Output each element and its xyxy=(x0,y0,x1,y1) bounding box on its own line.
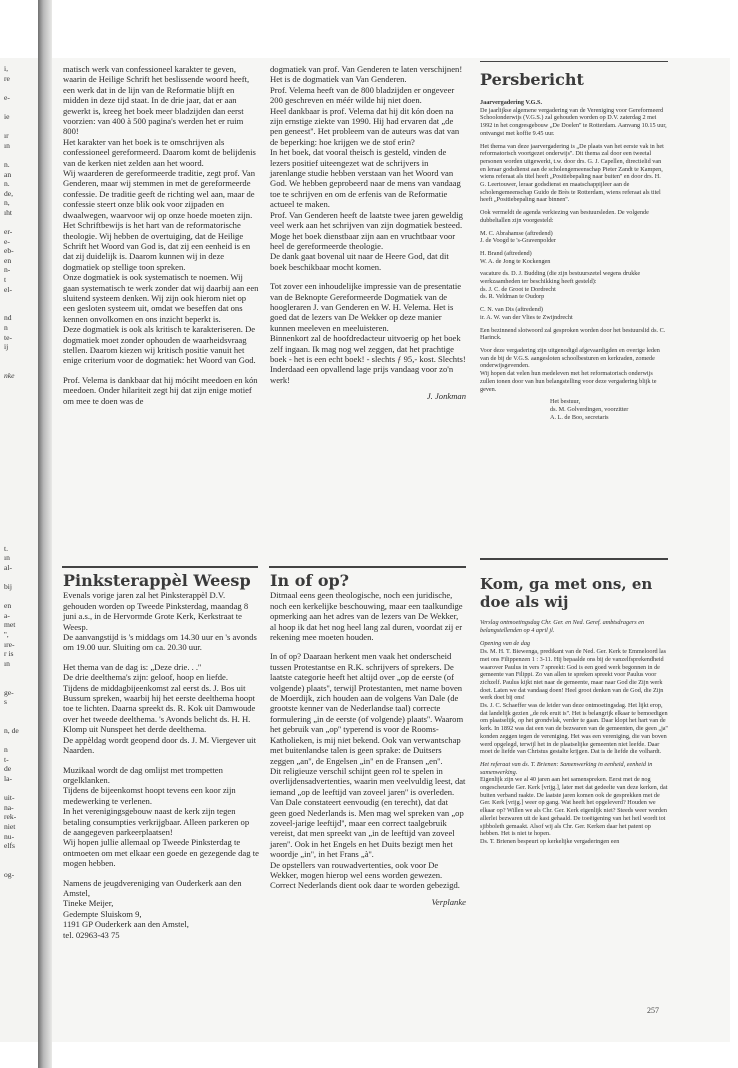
book-spine xyxy=(38,0,52,1068)
pinkster-rule xyxy=(62,566,258,568)
persbericht-p4: M. C. Abrahamse (aftredend) J. de Voogd te 's-Gravenpolder xyxy=(480,229,556,245)
pinkster-p4: Namens de jeugdvereniging van Ouderkerk aan den Amstel, Tineke Meijer, Gedempte Sluiskom 9, 1191 GP Ouderkerk aan den Amstel, tel. 02963-43 75 xyxy=(63,877,242,940)
fragment-line: n, de xyxy=(4,725,19,735)
fragment-line: bij xyxy=(4,582,13,592)
persbericht-body xyxy=(480,99,668,421)
fragment-line xyxy=(4,668,36,678)
fragment-line: n xyxy=(4,745,8,755)
fragment-line xyxy=(4,716,36,726)
fragment-line xyxy=(4,736,36,746)
fragment-line: e- xyxy=(4,236,10,246)
persbericht-p1: De jaarlijkse algemene vergadering van de Vereniging voor Gereformeerd Schoolonderwijs (V.G.S.) zal gehouden worden op D.V. zaterdag 2 mei 1992 in het congresgebouw „De Doelen'' te Rotterdam. Aanvang 10.15 uur, ontvangst met koffie 9.45 uur. xyxy=(480,106,667,137)
persbericht-p9: Voor deze vergadering zijn uitgenodigd afgevaardigden en overige leden van de bij de V.G.S. aangesloten schoolbesturen en kerkraden, zomede onderwijsgevenden. Wij hopen dat velen hun medeleven met het reformatorisch onderwijs zullen tonen door van hun belangstelling voor deze vergadering blijk te geven. xyxy=(480,346,660,393)
fragment-line: e- xyxy=(4,92,10,102)
fragment-line xyxy=(4,304,36,314)
persbericht-p8: Een bezinnend slotwoord zal gesproken worden door het bestuurslid ds. C. Harinck. xyxy=(480,326,666,342)
kom-text-2: Eigenlijk zijn we al 40 jaren aan het samenspreken. Eerst met de nog ongescheurde Ger. Kerk [vrijg.], later met dat gedeelte van deze kerken, dat buiten verband raakte. De laatste jaren komen ook de gesprekken met de Ger. Kerk [vrijg.] weer op gang. Wat heeft het opgeleverd? Houden we elkaar op? Willen we als Chr. Ger. Kerk eigenlijk niet? Steeds weer worden allerlei bezwaren uit de kast gehaald. De toeëigening van het heil wordt tot sjibboleth gemaakt. Alsof wij als Chr. Ger. Kerken daar het patent op hebben. Het is niet te hopen. Ds. T. Brienen bespeurt op kerkelijke vergaderingen een xyxy=(480,776,668,845)
page-number: 257 xyxy=(647,1006,659,1015)
col1-text-end: Prof. Velema is dankbaar dat hij móciht meedoen en kón meedoen. Onder hilariteit zegt hij dat zijn enige motief om mee te doen was de xyxy=(63,374,258,406)
fragment-line: s xyxy=(4,697,7,707)
kom-article xyxy=(480,575,668,846)
fragment-line xyxy=(4,572,36,582)
kom-heading-2: Het referaat van ds. T. Brienen: Samenwerking in eenheid, eenheid in samenwerking. xyxy=(480,760,653,776)
fragment-line: en xyxy=(4,601,12,611)
fragment-line xyxy=(4,515,36,525)
fragment-line xyxy=(4,784,36,794)
fragment-line: ie xyxy=(4,111,10,121)
kom-intro: Verslag ontmoetingsdag Chr. Ger. en Ned. Geref. ambtsdragers en belangstellenden op 4 april jl. xyxy=(480,619,645,634)
fragment-line xyxy=(4,467,36,477)
fragment-line: el- xyxy=(4,284,13,294)
fragment-line: n. xyxy=(4,159,10,169)
inop-article xyxy=(270,571,466,907)
fragment-line: nd xyxy=(4,313,12,323)
fragment-line xyxy=(4,150,36,160)
fragment-line xyxy=(4,438,36,448)
fragment-line: en xyxy=(4,255,12,265)
pinkster-title: Pinksterappèl Weesp xyxy=(63,571,251,590)
fragment-line xyxy=(4,496,36,506)
fragment-line xyxy=(4,83,36,93)
fragment-line xyxy=(4,477,36,487)
inop-rule xyxy=(269,566,466,568)
pinkster-p1: Evenals vorige jaren zal het Pinksterappèl D.V. gehouden worden op Tweede Pinksterdag, maandag 8 juni a.s., in de Hervormde Grote Kerk, Kerkstraat te Weesp. De aanvangstijd is 's middags om 14.30 uur en 's avonds om 19.00 uur. Sluiting om ca. 20.30 uur. xyxy=(63,590,257,653)
fragment-line: n. xyxy=(4,179,10,189)
fragment-line: ın xyxy=(4,140,10,150)
fragment-line: eb- xyxy=(4,246,14,256)
col1-text: matisch werk van confessioneel karakter te geven, waarin de Heilige Schrift het beslissende woord heeft, een werk dat in de lijn van de Reformatie blijft en midden in deze tijd staat. In de drie jaar, dat er aan gewerkt is, kreeg het boek meer bladzijden dan eerst voorzien: van 400 à 500 pagina's werden het er ruim 800! Het karakter van het boek is te omschrijven als confessioneel gereformeerd. Daarom komt de belijdenis van de kerken niet zelden aan het woord. Wij waarderen de gereformeerde traditie, zegt prof. Van Genderen, maar wij stemmen in met de gereformeerde confessie. De traditie geeft de richting wel aan, maar de confessie steert onze blik ook voor zijpaden en dwaalwegen, waarvoor wij op onze hoede moeten zijn. Het Schriftbewijs is het hart van de reformatorische theologie. Wij hebben de overtuiging, dat de Heilige Schrift het Woord van God is, dat zij een eenheid is en dat zij duidelijk is. Daarom kunnen wij in deze dogmatiek op stellige toon spreken. Onze dogmatiek is ook systematisch te noemen. Wij gaan systematisch te werk zonder dat wij daarbij aan een sluitend systeem denken. Wij zijn ook hierom niet op een gesloten systeem uit, omdat we beseffen dat ons kennen onvolkomen en ons inzicht beperkt is. Deze dogmatiek is ook als kritisch te karakteriseren. De dogmatiek moet zonder ophouden de waarheidsvraag stellen. Daarom kiezen wij kritisch positie vanuit het enige criterium voor de dogmatiek: het Woord van God. xyxy=(63,64,259,366)
fragment-line: nke xyxy=(4,371,15,380)
fragment-line: n, xyxy=(4,198,10,208)
fragment-line xyxy=(4,448,36,458)
persbericht-p7: C. N. van Dis (aftredend) ir. A. W. van der Vlies te Zwijndrecht xyxy=(480,306,573,321)
fragment-line xyxy=(4,457,36,467)
persbericht-article xyxy=(480,64,668,421)
fragment-line xyxy=(4,429,36,439)
persbericht-signoff: Het bestuur, ds. M. Golverdingen, voorzitter A. L. de Boo, secretaris xyxy=(550,398,629,421)
fragment-line: ij xyxy=(4,342,9,352)
fragment-line xyxy=(4,419,36,429)
fragment-line xyxy=(4,400,36,410)
fragment-line: ıre- xyxy=(4,639,15,649)
fragment-line: de, xyxy=(4,188,14,198)
kom-heading-1: Opening van de dag xyxy=(480,640,531,648)
fragment-line: te- xyxy=(4,332,13,342)
fragment-line: ge- xyxy=(4,687,14,697)
persbericht-p5: H. Brand (aftredend) W. A. de Jong te Kockengen xyxy=(480,249,551,265)
fragment-line xyxy=(4,592,36,602)
fragment-line xyxy=(4,409,36,419)
pinkster-p3: Muzikaal wordt de dag omlijst met trompetten orgelklanken. Tijdens de bijeenkomst hoopt tevens een koor zijn medewerking te verlenen. In het verenigingsgebouw naast de kerk zijn tegen betaling consumpties verkrijgbaar. Alleen parkeren op de aangegeven parkeerplaatsen! Wij hopen jullie allemaal op Tweede Pinksterdag te ontmoeten om met elkaar een goede en gezegende dag te mogen hebben. xyxy=(63,764,259,869)
fragment-line xyxy=(4,678,36,688)
fragment-line: re xyxy=(4,73,10,83)
persbericht-subhead: Jaarvergadering V.G.S. xyxy=(480,99,542,106)
fragment-line: uit- xyxy=(4,793,15,803)
fragment-line xyxy=(4,218,36,228)
fragment-line: elfs xyxy=(4,841,15,851)
kom-rule xyxy=(480,558,668,560)
fragment-line: de xyxy=(4,764,12,774)
fragment-line xyxy=(4,525,36,535)
verplanke-signature: Verplanke xyxy=(431,896,466,907)
fragment-line: t xyxy=(4,275,7,285)
fragment-line: n- xyxy=(4,265,11,275)
inop-title: In of op? xyxy=(270,571,350,590)
fragment-line xyxy=(4,534,36,544)
fragment-line: '', xyxy=(4,630,9,640)
fragment-line xyxy=(4,851,36,861)
pinkster-p2: Het thema van de dag is: „Deze drie. . .'' De drie deelthema's zijn: geloof, hoop en liefde. Tijdens de middagbijeenkomst zal eerst ds. J. Bos uit Bussum spreken, waarbij hij het eerste deelthema hoopt toe te lichten. Daarna spreekt ds. R. Kok uit Damwoude over het tweede deelthema. 's Avonds belicht ds. H. H. Klomp uit Nunspeet het derde deelthema. De appèldag wordt geopend door ds. J. M. Viergever uit Naarden. xyxy=(63,661,256,756)
persbericht-p6: vacature ds. D. J. Budding (die zijn bestuurszetel wegens drukke werkzaamheden ter beschikking heeft gesteld): ds. J. C. de Groot te Dordrecht ds. R. Veldman te Oudorp xyxy=(480,270,641,301)
fragment-line: t. xyxy=(4,543,9,553)
fragment-line: met xyxy=(4,620,16,630)
fragment-line xyxy=(4,505,36,515)
fragment-line: rek- xyxy=(4,812,17,822)
persbericht-rule xyxy=(480,61,668,62)
jonkman-signature: J. Jonkman xyxy=(426,391,466,402)
fragment-line: nu- xyxy=(4,831,15,841)
fragment-line xyxy=(4,102,36,112)
inop-p1: Ditmaal eens geen theologische, noch een juridische, noch een kerkelijke beschouwing, maar een taalkundige opmerking aan het adres van de lezers van De Wekker, al hoop ik dat het nog heel lang zal duren, voordat zij er rekening mee moeten houden. xyxy=(270,590,463,643)
persbericht-title: Persbericht xyxy=(480,70,584,89)
fragment-line: na- xyxy=(4,802,14,812)
fragment-line: ın xyxy=(4,553,10,563)
persbericht-p3: Ook vermeldt de agenda verkiezing van bestuursleden. De volgende dubbeltallen zijn voorgesteld: xyxy=(480,209,649,224)
fragment-line: ıht xyxy=(4,207,13,217)
fragment-line: an xyxy=(4,169,12,179)
fragment-line: niet xyxy=(4,821,16,831)
col2-text-end: Tot zover een inhoudelijke impressie van de presentatie van de Beknopte Gereformeerde Dogmatiek van de hoogleraren J. van Genderen en W. H. Velema. Het is goed dat de lezers van De Wekker op deze manier kunnen meeleven en meeluisteren. Binnenkort zal de hoofdredacteur uitvoerig op het boek zelf ingaan. Ik mag nog wel zeggen, dat het prachtige boek - het is een echt boek! - slechts ƒ 95,- kost. Slechts! Inderdaad een opvallend lage prijs vandaag voor zo'n werk! xyxy=(270,281,466,385)
fragment-line: t- xyxy=(4,754,9,764)
previous-page-fragments xyxy=(4,64,36,879)
fragment-line xyxy=(4,486,36,496)
fragment-line xyxy=(4,352,36,362)
persbericht-p2: Het thema van deze jaarvergadering is „De plaats van het eerste vak in het reformatorisch voortgezet onderwijs''. Dit thema zal door een tweetal personen worden uitgewerkt, t.w. door drs. G. J. Capellen, directielid van en leraar godsdienst aan de scholengemeenschap Pieter Zandt te Kampen, wiens referaat als titel heeft „Positiebepaling naar buiten'' en door drs. H. G. Leertouwer, leraar godsdienst en maatschappijleer aan de scholengemeenschap Guido de Brès te Rotterdam, wiens referaat als titel heeft „Positiebepaling naar binnen''. xyxy=(480,142,664,204)
fragment-line xyxy=(4,361,36,371)
fragment-line: r is xyxy=(4,649,14,659)
kom-text-1: Ds. M. H. T. Biewenga, predikant van de Ned. Ger. Kerk te Emmeloord las met ons Filippenzen 1 : 3-11. Hij bepaalde ons bij de vanzelfsprekendheid waarover Paulus in vers 7 spreekt: God is een goed werk begonnen in de gemeente van Filippi. Zo van allen te spreken spreekt voor Paulus voor zichzelf. Paulus kijkt niet naar de gemeente, maar naar God die Zijn werk doet. Laten we dat vandaag doen! Heel groot denken van de God, die Zijn werk doet bij ons! Ds. J. C. Schaeffer was de leider van deze ontmoetingsdag. Het lijkt erop, dat landelijk gezien „de rek eruit is''. Het is belangrijk elkaar te bemoedigen om plaatselijk, op het grondvlak, verder te gaan. Daar klopt het hart van de kerk. In 1892 was dat een van de bezwaren van de gemeenten, die geen „ja'' konden zeggen tegen de vereniging. Het was een vereniging, die van boven werd opgelegd, terwijl het in de plaatselijke gemeenten niet leefde. Daar moet de liefde van Christus gestalte krijgen. Dat is de liefde die volhardt. xyxy=(480,648,668,756)
fragment-line xyxy=(4,381,36,391)
fragment-line: i, xyxy=(4,64,9,73)
fragment-line: al- xyxy=(4,562,13,572)
fragment-line: la- xyxy=(4,773,13,783)
kom-body xyxy=(480,619,668,846)
kom-title: Kom, ga met ons, en doe als wij xyxy=(480,575,653,611)
fragment-line xyxy=(4,390,36,400)
fragment-line: n xyxy=(4,323,8,333)
inop-p2: In of op? Daaraan herkent men vaak het onderscheid tussen Protestantse en R.K. schrijvers of sprekers. De laatste categorie heeft het altijd over „op de eerste (of volgende) plaats'', terwijl Protestanten, met name boven de Moerdijk, zich houden aan de volgens Van Dale (de grootste kenner van de Nederlandse taal) correcte formulering „in de eerste (of volgende) plaats''. Waarom het gebruik van „op'' typerend is voor de Rooms-Katholieken, is mij niet bekend. Ook van verwantschap met buitenlandse talen is geen sprake: de Duitsers zeggen „an'', de Engelsen „in'' en de Fransen „en''. Dit religieuze verschil schijnt geen rol te spelen in overlijdensadvertenties, waarin men veelvuldig leest, dat iemand „op de leeftijd van zoveel jaren'' is overleden. Van Dale constateert eenvoudig (en terecht), dat dat geen goed Nederlands is. Men mag wel spreken van „op zoveel-jarige leeftijd'', maar een correct taalgebruik vereist, dat men spreekt van „in de leeftijd van zoveel jaren''. Ook in het Engels en het Duits bezigt men het woordje „in'', in het Frans „à''. De opstellers van rouwadvertenties, ook voor De Wekker, mogen hierop wel eens worden gewezen. Correct Nederlands dient ook daar te worden gebezigd. xyxy=(270,651,466,891)
article-column-2 xyxy=(270,64,466,402)
fragment-line xyxy=(4,860,36,870)
fragment-line xyxy=(4,707,36,717)
fragment-line: og- xyxy=(4,869,15,879)
fragment-line: ın xyxy=(4,658,10,668)
fragment-line xyxy=(4,294,36,304)
pinkster-article xyxy=(63,571,259,940)
fragment-line: a- xyxy=(4,610,10,620)
article-column-1 xyxy=(63,64,259,406)
col2-text: dogmatiek van prof. Van Genderen te laten verschijnen! Het is de dogmatiek van Van Genderen. Prof. Velema heeft van de 800 bladzijden er ongeveer 200 geschreven en méér wilde hij niet doen. Heel dankbaar is prof. Velema dat hij dit kón doen na zijn ernstige ziekte van 1990. Hij had ervaren dat „de pen geneest''. Het probleem van de auteurs was dat van de beperking: hoe krijgen we de stof erin? In het boek, dat vooral theisch is gesteld, vinden de lezers positief uiteengezet wat de schrijvers in jarenlange studie hebben verstaan van het Woord van God. We hebben geprobeerd naar de mens van vandaag toe te schrijven en om de erfenis van de Reformatie actueel te maken. Prof. Van Genderen heeft de laatste twee jaren geweldig veel werk aan het schrijven van zijn dogmatiek besteed. Moge het boek dienstbaar zijn aan en vruchtbaar voor heel de gereformeerde theologie. De dank gaat bovenal uit naar de Heere God, dat dit boek beschikbaar mocht komen. xyxy=(270,64,463,272)
fragment-line xyxy=(4,122,36,132)
fragment-line: ır xyxy=(4,131,9,141)
fragment-line: er- xyxy=(4,227,13,237)
